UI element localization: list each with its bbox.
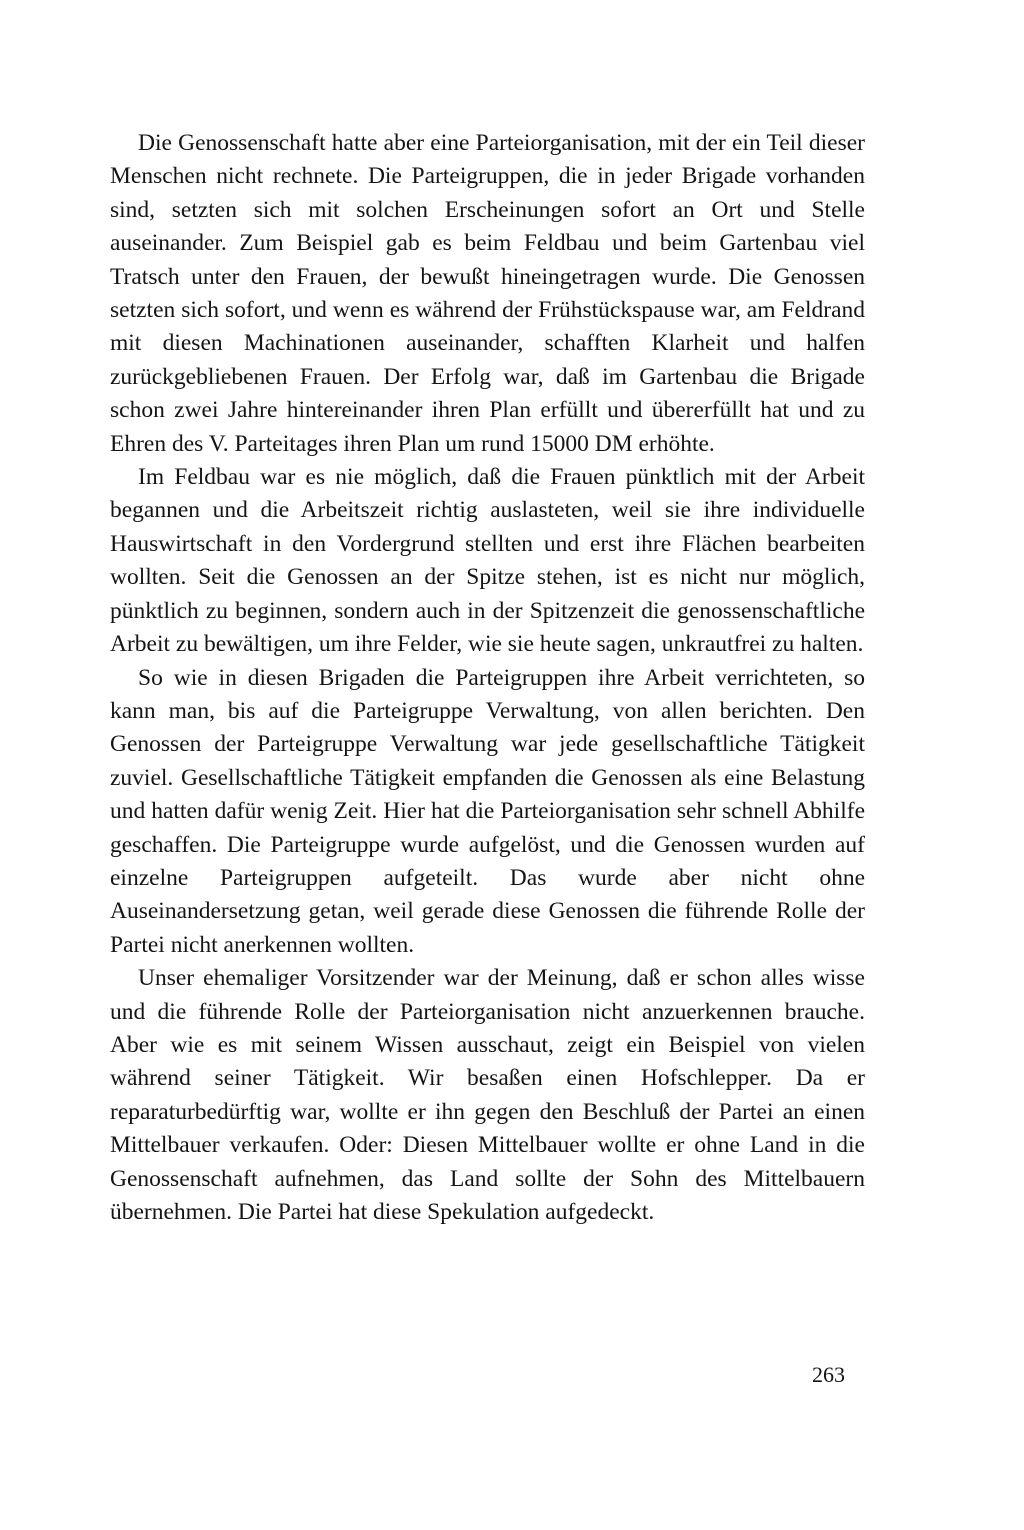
paragraph-3: So wie in diesen Brigaden die Parteigruppen ihre Arbeit verrichteten, so kann man, bis auf die Parteigruppe Verwaltung, von allen berichten. Den Genossen der Parteigruppe Verwaltung war jede gesellschaftliche Tätigkeit zuviel. Gesellschaftliche Tätigkeit empfanden die Genossen als eine Belastung und hatten dafür wenig Zeit. Hier hat die Parteiorganisation sehr schnell Abhilfe geschaffen. Die Parteigruppe wurde aufgelöst, und die Genossen wurden auf einzelne Parteigruppen aufgeteilt. Das wurde aber nicht ohne Auseinandersetzung getan, weil gerade diese Genossen die führende Rolle der Partei nicht anerkennen wollten. xyxy=(110,664,865,958)
paragraph-4: Unser ehemaliger Vorsitzender war der Meinung, daß er schon alles wisse und die führende Rolle der Parteiorganisation nicht anzuerkennen brauche. Aber wie es mit seinem Wissen ausschaut, zeigt ein Beispiel von vielen während seiner Tätigkeit. Wir besaßen einen Hofschlepper. Da er reparaturbedürftig war, wollte er ihn gegen den Beschluß der Partei an einen Mittelbauer verkaufen. Oder: Diesen Mittelbauer wollte er ohne Land in die Genossenschaft aufnehmen, das Land sollte der Sohn des Mittelbauern übernehmen. Die Partei hat diese Spekulation aufgedeckt. xyxy=(110,965,865,1225)
paragraph-2: Im Feldbau war es nie möglich, daß die Frauen pünktlich mit der Arbeit begannen und die Arbeitszeit richtig auslasteten, weil sie ihre individuelle Hauswirtschaft in den Vordergrund stellten und erst ihre Flächen bearbeiten wollten. Seit die Genossen an der Spitze stehen, ist es nicht nur möglich, pünktlich zu beginnen, sondern auch in der Spitzenzeit die genossenschaftliche Arbeit zu bewältigen, um ihre Felder, wie sie heute sagen, unkrautfrei zu halten. xyxy=(110,464,865,658)
page-number: 263 xyxy=(812,1362,845,1387)
body-text xyxy=(110,127,865,1229)
paragraph-1: Die Genossenschaft hatte aber eine Parteiorganisation, mit der ein Teil dieser Menschen nicht rechnete. Die Parteigruppen, die in jeder Brigade vorhanden sind, setzten sich mit solchen Erscheinungen sofort an Ort und Stelle auseinander. Zum Beispiel gab es beim Feldbau und beim Gartenbau viel Tratsch unter den Frauen, der bewußt hineingetragen wurde. Die Genossen setzten sich sofort, und wenn es während der Frühstückspause war, am Feldrand mit diesen Machinationen auseinander, schafften Klarheit und halfen zurückgebliebenen Frauen. Der Erfolg war, daß im Gartenbau die Brigade schon zwei Jahre hintereinander ihren Plan erfüllt und übererfüllt hat und zu Ehren des V. Parteitages ihren Plan um rund 15000 DM erhöhte. xyxy=(110,130,865,457)
